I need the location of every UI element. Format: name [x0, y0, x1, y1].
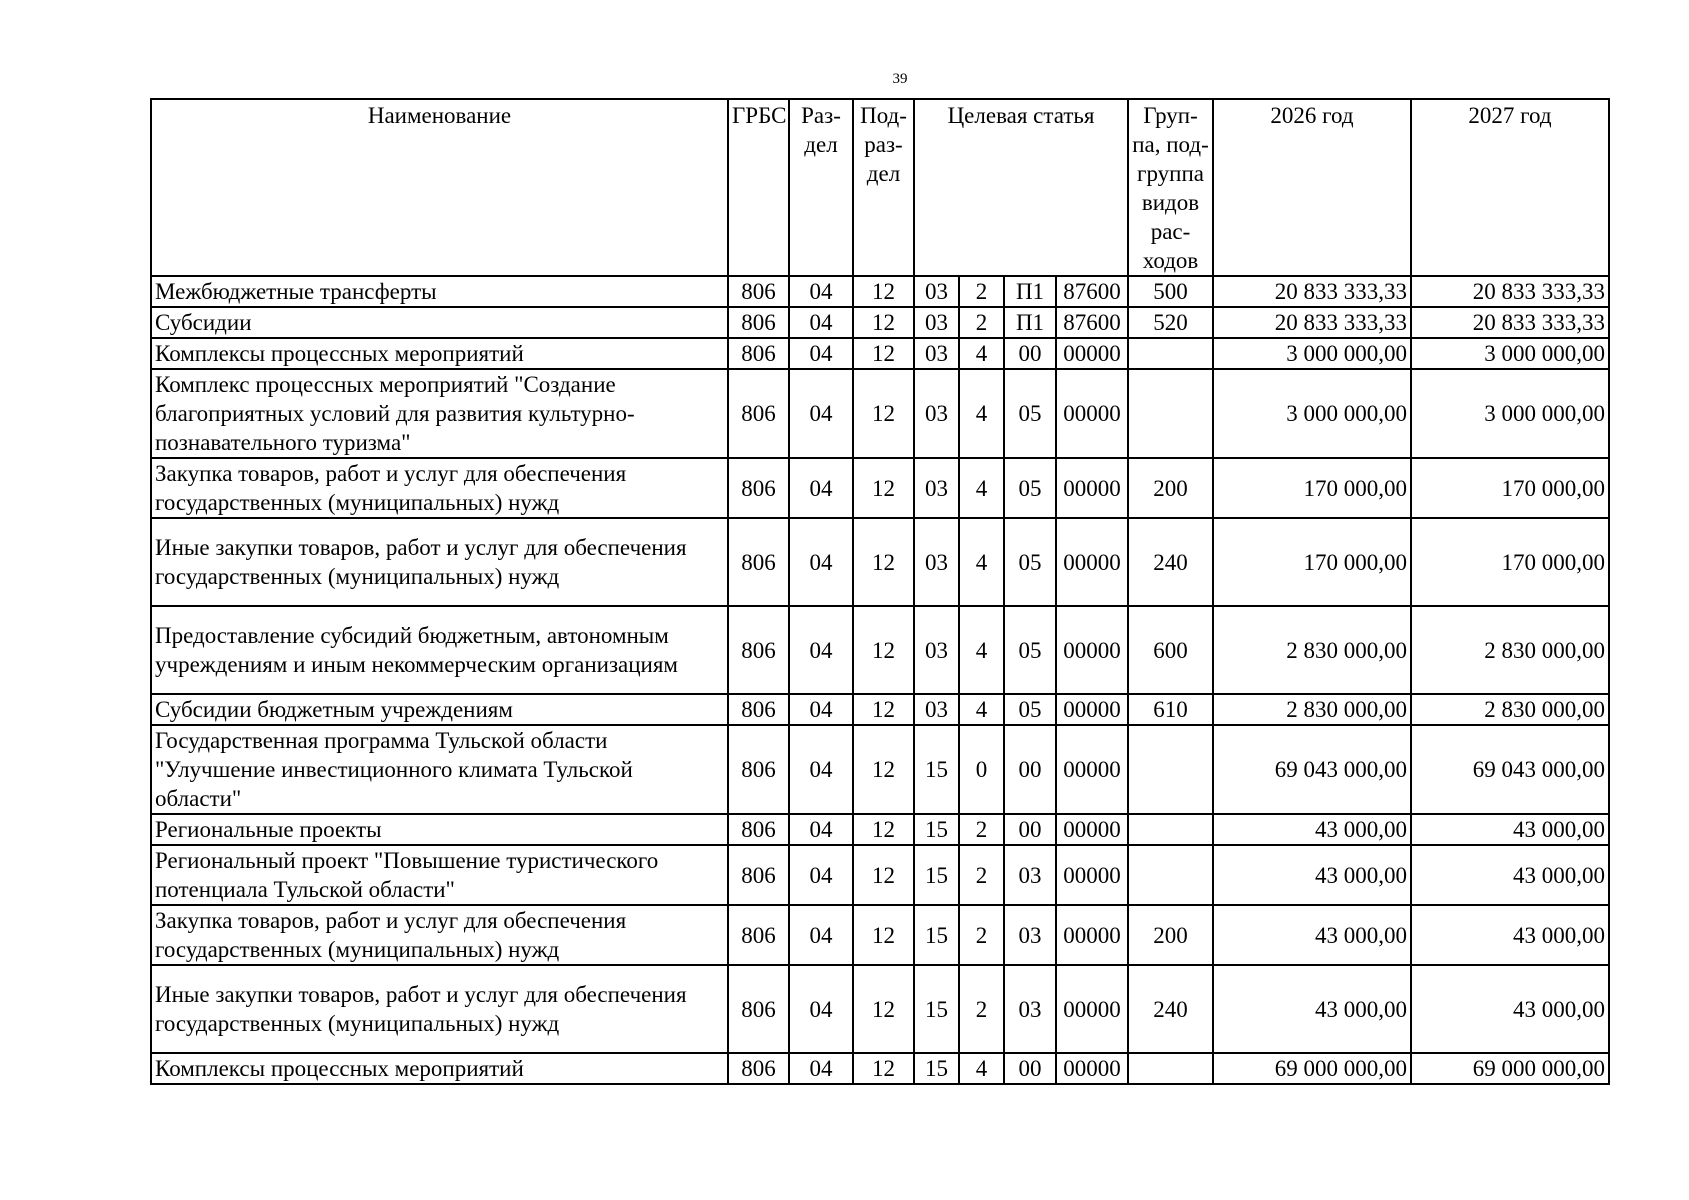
- row-amount-2026: 170 000,00: [1213, 458, 1411, 518]
- row-expense-group: 240: [1128, 518, 1213, 606]
- row-subsection: 12: [853, 369, 914, 458]
- row-grbs: 806: [728, 725, 789, 814]
- row-amount-2027: 43 000,00: [1411, 965, 1609, 1053]
- row-target-event: 05: [1004, 694, 1056, 725]
- row-target-program: 03: [914, 276, 959, 307]
- row-name: Комплексы процессных мероприятий: [151, 1053, 728, 1084]
- row-expense-group: 240: [1128, 965, 1213, 1053]
- row-subsection: 12: [853, 694, 914, 725]
- table-row: [151, 814, 1609, 845]
- table-row: [151, 338, 1609, 369]
- row-amount-2026: 20 833 333,33: [1213, 276, 1411, 307]
- row-section: 04: [789, 276, 853, 307]
- row-target-program: 15: [914, 905, 959, 965]
- row-section: 04: [789, 845, 853, 905]
- row-section: 04: [789, 725, 853, 814]
- row-target-code: 00000: [1056, 518, 1128, 606]
- row-expense-group: 200: [1128, 458, 1213, 518]
- budget-table: [150, 98, 1610, 1085]
- row-target-event: 05: [1004, 458, 1056, 518]
- row-target-event: 05: [1004, 518, 1056, 606]
- row-expense-group: [1128, 814, 1213, 845]
- header-year-2026: 2026 год: [1213, 99, 1411, 276]
- row-grbs: 806: [728, 518, 789, 606]
- row-target-code: 00000: [1056, 694, 1128, 725]
- row-target-type: 4: [959, 694, 1004, 725]
- row-subsection: 12: [853, 338, 914, 369]
- table-row: [151, 606, 1609, 694]
- row-target-type: 4: [959, 1053, 1004, 1084]
- row-target-type: 4: [959, 518, 1004, 606]
- row-amount-2026: 2 830 000,00: [1213, 606, 1411, 694]
- row-target-event: П1: [1004, 307, 1056, 338]
- header-grbs: ГРБС: [728, 99, 789, 276]
- row-target-type: 2: [959, 845, 1004, 905]
- row-target-program: 03: [914, 338, 959, 369]
- row-target-program: 03: [914, 458, 959, 518]
- row-expense-group: [1128, 845, 1213, 905]
- row-section: 04: [789, 518, 853, 606]
- table-row: [151, 725, 1609, 814]
- row-section: 04: [789, 694, 853, 725]
- row-amount-2026: 43 000,00: [1213, 905, 1411, 965]
- row-subsection: 12: [853, 845, 914, 905]
- table-row: [151, 905, 1609, 965]
- row-section: 04: [789, 814, 853, 845]
- row-amount-2027: 170 000,00: [1411, 518, 1609, 606]
- row-amount-2027: 170 000,00: [1411, 458, 1609, 518]
- row-amount-2027: 43 000,00: [1411, 814, 1609, 845]
- row-section: 04: [789, 1053, 853, 1084]
- row-grbs: 806: [728, 694, 789, 725]
- header-expense-group: Груп- па, под- группа видов рас- ходов: [1128, 99, 1213, 276]
- row-amount-2026: 170 000,00: [1213, 518, 1411, 606]
- row-amount-2027: 2 830 000,00: [1411, 694, 1609, 725]
- row-target-type: 4: [959, 369, 1004, 458]
- row-name: Региональный проект "Повышение туристического потенциала Тульской области": [151, 845, 728, 905]
- row-amount-2026: 2 830 000,00: [1213, 694, 1411, 725]
- row-name: Региональные проекты: [151, 814, 728, 845]
- row-name: Субсидии: [151, 307, 728, 338]
- row-target-code: 00000: [1056, 1053, 1128, 1084]
- row-amount-2026: 43 000,00: [1213, 845, 1411, 905]
- row-amount-2026: 69 000 000,00: [1213, 1053, 1411, 1084]
- row-expense-group: 500: [1128, 276, 1213, 307]
- row-amount-2027: 43 000,00: [1411, 845, 1609, 905]
- table-header-row: [151, 99, 1609, 276]
- row-amount-2027: 69 000 000,00: [1411, 1053, 1609, 1084]
- row-name: Межбюджетные трансферты: [151, 276, 728, 307]
- row-target-event: 03: [1004, 905, 1056, 965]
- row-target-code: 00000: [1056, 338, 1128, 369]
- row-grbs: 806: [728, 814, 789, 845]
- row-amount-2027: 3 000 000,00: [1411, 369, 1609, 458]
- row-subsection: 12: [853, 725, 914, 814]
- row-name: Иные закупки товаров, работ и услуг для обеспечения государственных (муниципальных) нужд: [151, 965, 728, 1053]
- row-target-code: 00000: [1056, 606, 1128, 694]
- row-target-code: 00000: [1056, 905, 1128, 965]
- row-subsection: 12: [853, 965, 914, 1053]
- table-row: [151, 369, 1609, 458]
- row-section: 04: [789, 458, 853, 518]
- row-grbs: 806: [728, 1053, 789, 1084]
- row-subsection: 12: [853, 307, 914, 338]
- row-target-type: 2: [959, 965, 1004, 1053]
- row-subsection: 12: [853, 814, 914, 845]
- row-target-code: 00000: [1056, 369, 1128, 458]
- row-amount-2026: 69 043 000,00: [1213, 725, 1411, 814]
- row-target-code: 87600: [1056, 276, 1128, 307]
- row-target-event: 05: [1004, 606, 1056, 694]
- row-section: 04: [789, 965, 853, 1053]
- row-target-type: 2: [959, 307, 1004, 338]
- row-grbs: 806: [728, 307, 789, 338]
- header-name: Наименование: [151, 99, 728, 276]
- row-target-event: 00: [1004, 338, 1056, 369]
- row-subsection: 12: [853, 905, 914, 965]
- row-target-program: 03: [914, 369, 959, 458]
- row-target-event: 03: [1004, 965, 1056, 1053]
- row-target-program: 15: [914, 725, 959, 814]
- row-amount-2026: 3 000 000,00: [1213, 338, 1411, 369]
- row-name: Государственная программа Тульской области "Улучшение инвестиционного климата Тульской области": [151, 725, 728, 814]
- row-grbs: 806: [728, 606, 789, 694]
- row-target-program: 03: [914, 606, 959, 694]
- row-target-type: 4: [959, 338, 1004, 369]
- row-expense-group: 610: [1128, 694, 1213, 725]
- header-year-2027: 2027 год: [1411, 99, 1609, 276]
- row-expense-group: 200: [1128, 905, 1213, 965]
- row-target-event: 00: [1004, 725, 1056, 814]
- row-grbs: 806: [728, 369, 789, 458]
- row-target-program: 03: [914, 307, 959, 338]
- table-row: [151, 694, 1609, 725]
- row-target-program: 15: [914, 965, 959, 1053]
- row-section: 04: [789, 369, 853, 458]
- row-name: Субсидии бюджетным учреждениям: [151, 694, 728, 725]
- row-target-event: 05: [1004, 369, 1056, 458]
- row-section: 04: [789, 905, 853, 965]
- row-name: Иные закупки товаров, работ и услуг для обеспечения государственных (муниципальных) нужд: [151, 518, 728, 606]
- row-target-code: 00000: [1056, 845, 1128, 905]
- row-target-type: 4: [959, 458, 1004, 518]
- table-row: [151, 1053, 1609, 1084]
- row-target-program: 03: [914, 694, 959, 725]
- row-amount-2027: 20 833 333,33: [1411, 276, 1609, 307]
- row-name: Комплекс процессных мероприятий "Создание благоприятных условий для развития культурно-познавательного туризма": [151, 369, 728, 458]
- table-row: [151, 458, 1609, 518]
- row-target-event: П1: [1004, 276, 1056, 307]
- row-target-event: 00: [1004, 814, 1056, 845]
- table-row: [151, 965, 1609, 1053]
- row-target-program: 03: [914, 518, 959, 606]
- row-target-program: 15: [914, 1053, 959, 1084]
- row-grbs: 806: [728, 965, 789, 1053]
- row-name: Закупка товаров, работ и услуг для обеспечения государственных (муниципальных) нужд: [151, 458, 728, 518]
- header-target-article: Целевая статья: [914, 99, 1128, 276]
- row-amount-2026: 43 000,00: [1213, 965, 1411, 1053]
- row-target-code: 00000: [1056, 725, 1128, 814]
- table-row: [151, 307, 1609, 338]
- row-amount-2027: 69 043 000,00: [1411, 725, 1609, 814]
- row-grbs: 806: [728, 905, 789, 965]
- row-name: Комплексы процессных мероприятий: [151, 338, 728, 369]
- row-target-type: 2: [959, 814, 1004, 845]
- row-expense-group: [1128, 1053, 1213, 1084]
- row-name: Закупка товаров, работ и услуг для обеспечения государственных (муниципальных) нужд: [151, 905, 728, 965]
- header-section: Раз- дел: [789, 99, 853, 276]
- row-subsection: 12: [853, 458, 914, 518]
- row-amount-2026: 20 833 333,33: [1213, 307, 1411, 338]
- row-expense-group: [1128, 725, 1213, 814]
- row-grbs: 806: [728, 338, 789, 369]
- table-row: [151, 276, 1609, 307]
- table-row: [151, 518, 1609, 606]
- row-target-event: 03: [1004, 845, 1056, 905]
- row-expense-group: [1128, 369, 1213, 458]
- row-expense-group: [1128, 338, 1213, 369]
- row-section: 04: [789, 307, 853, 338]
- row-subsection: 12: [853, 1053, 914, 1084]
- row-subsection: 12: [853, 606, 914, 694]
- row-amount-2027: 2 830 000,00: [1411, 606, 1609, 694]
- row-target-event: 00: [1004, 1053, 1056, 1084]
- row-section: 04: [789, 338, 853, 369]
- header-subsection: Под- раз- дел: [853, 99, 914, 276]
- row-grbs: 806: [728, 276, 789, 307]
- row-amount-2027: 3 000 000,00: [1411, 338, 1609, 369]
- row-target-type: 2: [959, 905, 1004, 965]
- row-grbs: 806: [728, 458, 789, 518]
- row-target-program: 15: [914, 845, 959, 905]
- row-expense-group: 520: [1128, 307, 1213, 338]
- row-amount-2027: 43 000,00: [1411, 905, 1609, 965]
- row-target-code: 87600: [1056, 307, 1128, 338]
- row-target-type: 0: [959, 725, 1004, 814]
- row-name: Предоставление субсидий бюджетным, автономным учреждениям и иным некоммерческим организациям: [151, 606, 728, 694]
- row-target-code: 00000: [1056, 965, 1128, 1053]
- row-target-code: 00000: [1056, 814, 1128, 845]
- row-amount-2026: 3 000 000,00: [1213, 369, 1411, 458]
- row-target-code: 00000: [1056, 458, 1128, 518]
- table-row: [151, 845, 1609, 905]
- row-section: 04: [789, 606, 853, 694]
- row-target-type: 4: [959, 606, 1004, 694]
- row-amount-2027: 20 833 333,33: [1411, 307, 1609, 338]
- row-amount-2026: 43 000,00: [1213, 814, 1411, 845]
- row-subsection: 12: [853, 276, 914, 307]
- row-target-type: 2: [959, 276, 1004, 307]
- page-number: 39: [892, 71, 908, 87]
- row-grbs: 806: [728, 845, 789, 905]
- row-subsection: 12: [853, 518, 914, 606]
- row-target-program: 15: [914, 814, 959, 845]
- row-expense-group: 600: [1128, 606, 1213, 694]
